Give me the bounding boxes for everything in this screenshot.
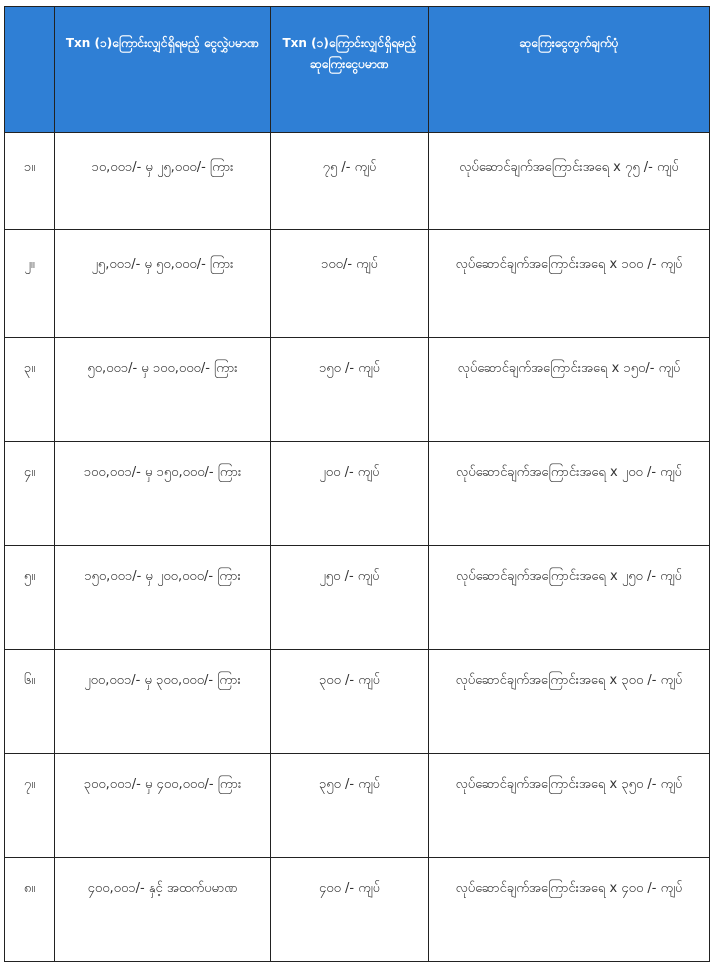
row-number: ၂။ — [5, 230, 55, 338]
transfer-range: ၂၀၀,၀၀၁/- မှ ၃၀၀,၀၀၀/- ကြား — [55, 650, 271, 754]
bonus-amount: ၂၀၀ /- ကျပ် — [271, 442, 429, 546]
row-number: ၃။ — [5, 338, 55, 442]
bonus-calculation: လုပ်ဆောင်ချက်အကြောင်းအရေ x ၂၅၀ /- ကျပ် — [429, 546, 710, 650]
bonus-amount: ၄၀၀ /- ကျပ် — [271, 858, 429, 962]
row-number: ၄။ — [5, 442, 55, 546]
transfer-range: ၁၀,၀၀၁/- မှ ၂၅,၀၀၀/- ကြား — [55, 133, 271, 230]
transfer-range: ၃၀၀,၀၀၁/- မှ ၄၀၀,၀၀၀/- ကြား — [55, 754, 271, 858]
header-calculation: ဆုကြေးငွေတွက်ချက်ပုံ — [429, 7, 710, 133]
table-row — [5, 858, 710, 962]
row-number: ၆။ — [5, 650, 55, 754]
transfer-range: ၁၀၀,၀၀၁/- မှ ၁၅၀,၀၀၀/- ကြား — [55, 442, 271, 546]
row-number: ၇။ — [5, 754, 55, 858]
header-row — [5, 7, 710, 133]
bonus-calculation: လုပ်ဆောင်ချက်အကြောင်းအရေ x ၄၀၀ /- ကျပ် — [429, 858, 710, 962]
header-number — [5, 7, 55, 133]
bonus-calculation: လုပ်ဆောင်ချက်အကြောင်းအရေ x ၃၅၀ /- ကျပ် — [429, 754, 710, 858]
bonus-amount: ၂၅၀ /- ကျပ် — [271, 546, 429, 650]
bonus-amount: ၃၅၀ /- ကျပ် — [271, 754, 429, 858]
transfer-range: ၂၅,၀၀၁/- မှ ၅၀,၀၀၀/- ကြား — [55, 230, 271, 338]
bonus-calculation: လုပ်ဆောင်ချက်အကြောင်းအရေ x ၁၀၀ /- ကျပ် — [429, 230, 710, 338]
table-row — [5, 230, 710, 338]
table-row — [5, 650, 710, 754]
row-number: ၅။ — [5, 546, 55, 650]
table-row — [5, 442, 710, 546]
bonus-calculation: လုပ်ဆောင်ချက်အကြောင်းအရေ x ၂၀၀ /- ကျပ် — [429, 442, 710, 546]
bonus-amount: ၇၅ /- ကျပ် — [271, 133, 429, 230]
bonus-calculation: လုပ်ဆောင်ချက်အကြောင်းအရေ x ၃၀၀ /- ကျပ် — [429, 650, 710, 754]
header-bonus-amount: Txn (၁)ကြောင်းလျှင်ရှိရမည့် ဆုကြေးငွေပမာဏ — [271, 7, 429, 133]
table-row — [5, 754, 710, 858]
bonus-amount: ၁၅၀ /- ကျပ် — [271, 338, 429, 442]
transfer-range: ၄၀၀,၀၀၁/- နှင့် အထက်ပမာဏ — [55, 858, 271, 962]
bonus-table — [4, 6, 710, 962]
bonus-calculation: လုပ်ဆောင်ချက်အကြောင်းအရေ x ၁၅၀/- ကျပ် — [429, 338, 710, 442]
table-wrapper — [4, 6, 710, 962]
table-row — [5, 338, 710, 442]
row-number: ၁။ — [5, 133, 55, 230]
transfer-range: ၁၅၀,၀၀၁/- မှ ၂၀၀,၀၀၀/- ကြား — [55, 546, 271, 650]
bonus-amount: ၃၀၀ /- ကျပ် — [271, 650, 429, 754]
table-row — [5, 133, 710, 230]
transfer-range: ၅၀,၀၀၁/- မှ ၁၀၀,၀၀၀/- ကြား — [55, 338, 271, 442]
bonus-amount: ၁၀၀/- ကျပ် — [271, 230, 429, 338]
bonus-calculation: လုပ်ဆောင်ချက်အကြောင်းအရေ x ၇၅ /- ကျပ် — [429, 133, 710, 230]
table-row — [5, 546, 710, 650]
header-transfer-amount: Txn (၁)ကြောင်းလျှင်ရှိရမည့် ငွေလွှဲပမာဏ — [55, 7, 271, 133]
row-number: ၈။ — [5, 858, 55, 962]
